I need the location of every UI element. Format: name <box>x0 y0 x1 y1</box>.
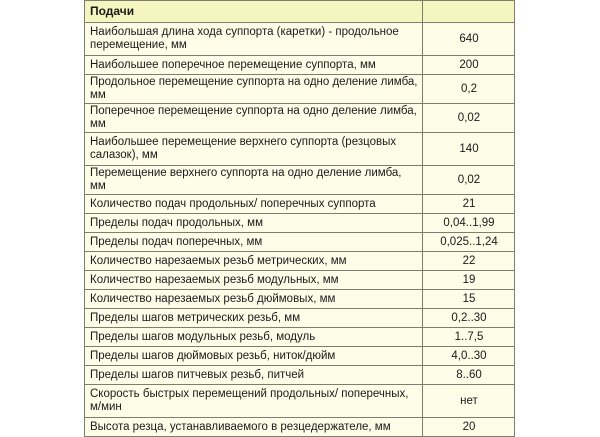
value-cell: 20 <box>423 418 515 437</box>
value-cell: 4,0..30 <box>423 347 515 366</box>
param-cell: Количество нарезаемых резьб модульных, мм <box>85 271 423 290</box>
table-row <box>85 56 515 75</box>
value-cell: 8..60 <box>423 366 515 385</box>
value-cell: 21 <box>423 195 515 214</box>
value-cell: 1..7,5 <box>423 328 515 347</box>
value-cell: 0,2 <box>423 75 515 104</box>
value-cell: нет <box>423 385 515 418</box>
value-cell: 200 <box>423 56 515 75</box>
table-row <box>85 347 515 366</box>
value-cell: 0,04..1,99 <box>423 214 515 233</box>
table-row <box>85 271 515 290</box>
param-cell: Наибольшее перемещение верхнего суппорта (резцовых салазок), мм <box>85 133 423 166</box>
param-cell: Высота резца, устанавливаемого в резцедержателе, мм <box>85 418 423 437</box>
table-row <box>85 233 515 252</box>
param-cell: Наибольшая длина хода суппорта (каретки) - продольное перемещение, мм <box>85 23 423 56</box>
value-cell: 0,02 <box>423 104 515 133</box>
table-row <box>85 214 515 233</box>
table-row <box>85 366 515 385</box>
table-row <box>85 418 515 437</box>
table-row <box>85 328 515 347</box>
specifications-table-container <box>84 0 514 437</box>
param-cell: Количество нарезаемых резьб дюймовых, мм <box>85 290 423 309</box>
section-header: Подачи <box>85 1 423 23</box>
table-row <box>85 309 515 328</box>
param-cell: Пределы шагов модульных резьб, модуль <box>85 328 423 347</box>
value-cell: 22 <box>423 252 515 271</box>
value-cell: 140 <box>423 133 515 166</box>
param-cell: Пределы шагов дюймовых резьб, ниток/дюйм <box>85 347 423 366</box>
table-row <box>85 104 515 133</box>
param-cell: Поперечное перемещение суппорта на одно деление лимба, мм <box>85 104 423 133</box>
param-cell: Пределы подач продольных, мм <box>85 214 423 233</box>
param-cell: Наибольшее поперечное перемещение суппорта, мм <box>85 56 423 75</box>
param-cell: Пределы подач поперечных, мм <box>85 233 423 252</box>
table-row <box>85 195 515 214</box>
table-header-row <box>85 1 515 23</box>
table-row <box>85 23 515 56</box>
value-cell: 0,2..30 <box>423 309 515 328</box>
param-cell: Количество нарезаемых резьб метрических, мм <box>85 252 423 271</box>
table-row <box>85 75 515 104</box>
param-cell: Перемещение верхнего суппорта на одно деление лимба, мм <box>85 166 423 195</box>
value-cell: 0,02 <box>423 166 515 195</box>
value-cell: 0,025..1,24 <box>423 233 515 252</box>
param-cell: Количество подач продольных/ поперечных суппорта <box>85 195 423 214</box>
table-row <box>85 133 515 166</box>
value-cell: 15 <box>423 290 515 309</box>
value-cell: 640 <box>423 23 515 56</box>
section-header-value <box>423 1 515 23</box>
table-row <box>85 252 515 271</box>
param-cell: Пределы шагов метрических резьб, мм <box>85 309 423 328</box>
table-row <box>85 290 515 309</box>
specifications-table <box>84 0 515 437</box>
param-cell: Пределы шагов питчевых резьб, питчей <box>85 366 423 385</box>
value-cell: 19 <box>423 271 515 290</box>
param-cell: Скорость быстрых перемещений продольных/ поперечных, м/мин <box>85 385 423 418</box>
table-row <box>85 385 515 418</box>
param-cell: Продольное перемещение суппорта на одно деление лимба, мм <box>85 75 423 104</box>
table-row <box>85 166 515 195</box>
